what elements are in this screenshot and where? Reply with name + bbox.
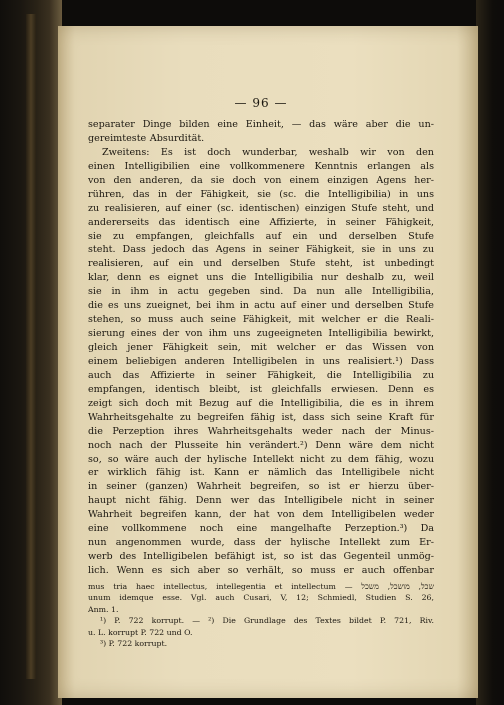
body-line: stehen, so muss auch seine Fähigkeit, mit welcher er die Reali-	[88, 314, 434, 326]
body-line: eine vollkommene noch eine mangelhafte Perzeption.³) Da	[88, 523, 434, 535]
footnote-line: Anm. 1.	[88, 604, 119, 614]
body-line: empfangen, identisch bleibt, ist gleichfalls erwiesen. Denn es	[88, 383, 434, 395]
body-line: gleich jener Fähigkeit sein, mit welcher er das Wissen von	[88, 342, 434, 353]
body-line: lich. Wenn es sich aber so verhält, so muss er auch offenbar	[88, 565, 434, 576]
footnote-line: u. L. korrupt P. 722 und O.	[88, 627, 193, 637]
body-text	[88, 118, 434, 578]
body-line: einen Intelligibilien eine vollkommenere Kenntnis erlangen als	[88, 160, 434, 172]
body-line: sie zu empfangen, gleichfalls auf ein und derselben Stufe	[88, 230, 434, 242]
body-line: zeigt sich doch mit Bezug auf die Intelligibilia, die es in ihrem	[88, 397, 434, 409]
body-line: gereimteste Absurdität.	[88, 132, 205, 144]
body-line: andererseits das identisch eine Affizierte, in seiner Fähigkeit,	[88, 216, 434, 228]
body-line: so, so wäre auch der hylische Intellekt nicht zu dem fähig, wozu	[88, 453, 434, 465]
book-binding	[0, 0, 62, 705]
page-number: — 96 —	[234, 96, 288, 110]
body-line: Wahrheitsgehalte zu begreifen fähig ist, dass sich seine Kraft für	[88, 411, 434, 423]
footnote-line: unum idemque esse. Vgl. auch Cusari, V, 12; Schmiedl, Studien S. 26,	[88, 593, 434, 603]
body-line: separater Dinge bilden eine Einheit, — das wäre aber die un-	[88, 119, 434, 130]
body-line: die es uns zueignet, bei ihm in actu auf einer und derselben Stufe	[88, 300, 434, 312]
right-page-edge	[476, 0, 504, 705]
body-line: steht. Dass jedoch das Agens in seiner Fähigkeit, sie in uns zu	[88, 244, 434, 256]
body-line: noch nach der Plusseite hin verändert.²) Denn wäre dem nicht	[88, 439, 434, 451]
body-line: auch das Affizierte in seiner Fähigkeit, die Intelligibilia zu	[88, 369, 434, 381]
body-line: werb des Intelligibelen befähigt ist, so ist das Gegenteil unmög-	[88, 551, 434, 563]
body-line: haupt nicht fähig. Denn wer das Intelligibele nicht in seiner	[88, 495, 434, 507]
body-line: klar, denn es eignet uns die Intelligibilia nur deshalb zu, weil	[88, 272, 434, 284]
body-line: einem beliebigen anderen Intelligibelen in uns realisiert.¹) Dass	[88, 355, 434, 367]
binding-edge	[26, 14, 36, 679]
body-line: sierung eines der von ihm uns zugeeigneten Intelligibilia bewirkt,	[88, 328, 434, 340]
footnote-line: ¹) P. 722 korrupt. — ²) Die Grundlage des Textes bildet P. 721, Riv.	[100, 616, 434, 626]
body-line: er wirklich fähig ist. Kann er nämlich das Intelligibele nicht	[88, 467, 434, 479]
body-line: von den anderen, da sie doch von einem einzigen Agens her-	[88, 174, 434, 186]
body-line: rühren, das in der Fähigkeit, sie (sc. die Intelligibilia) in uns	[88, 188, 434, 200]
footnotes	[88, 581, 434, 649]
body-line: Zweitens: Es ist doch wunderbar, weshalb wir von den	[102, 146, 434, 158]
page-text	[88, 96, 434, 649]
footnote-line: ³) P. 722 korrupt.	[100, 638, 168, 648]
body-line: Wahrheit begreifen kann, der hat von dem Intelligibelen weder	[88, 509, 434, 521]
footnote-line: mus tria haec intellectus, intellegentia et intellectum — שכל, מושכל, משכל	[88, 581, 434, 591]
body-line: zu realisieren, auf einer (sc. identischen) einzigen Stufe steht, und	[88, 202, 434, 214]
body-line: realisieren, auf ein und derselben Stufe steht, ist unbedingt	[88, 258, 434, 270]
body-line: in seiner (ganzen) Wahrheit begreifen, so ist er hierzu über-	[88, 481, 434, 493]
body-line: sie in ihm in actu gegeben sind. Da nun alle Intelligibilia,	[88, 286, 434, 298]
body-line: die Perzeption ihres Wahrheitsgehalts weder nach der Minus-	[88, 425, 434, 437]
body-line: nun angenommen wurde, dass der hylische Intellekt zum Er-	[88, 537, 434, 549]
